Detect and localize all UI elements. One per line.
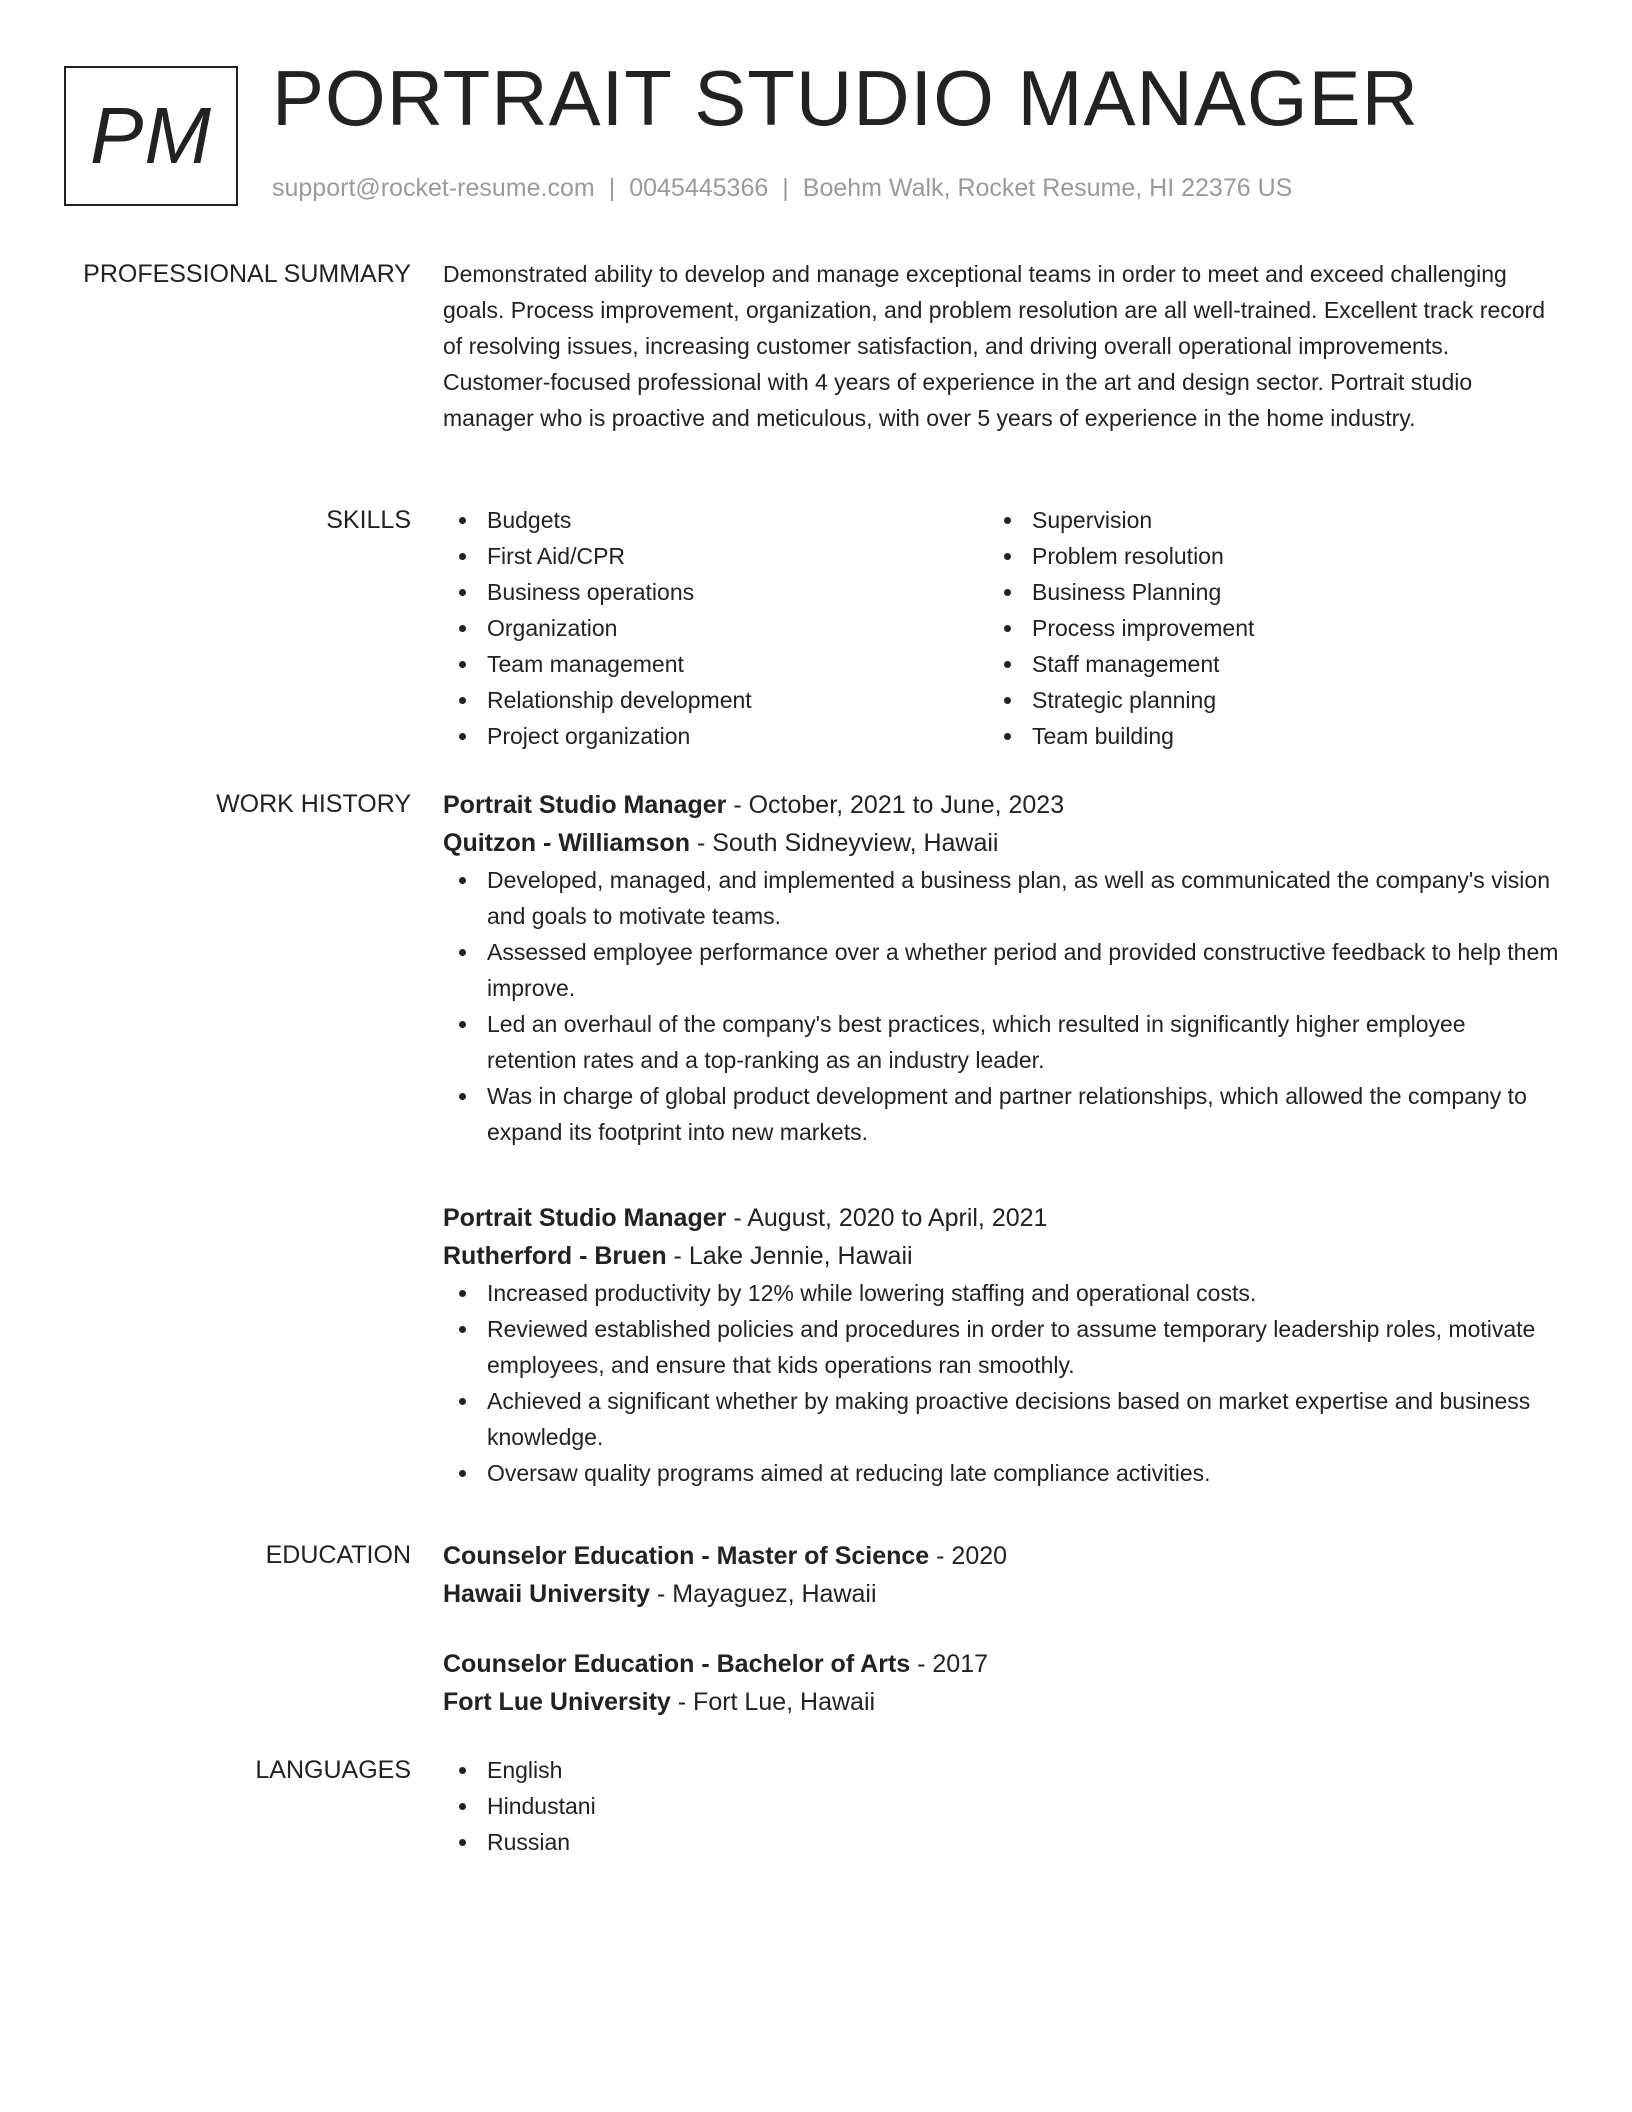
language-item: Hindustani bbox=[443, 1788, 1561, 1824]
monogram-box bbox=[64, 66, 238, 206]
skill-item: Business Planning bbox=[988, 574, 1533, 610]
monogram-initials: PM bbox=[90, 91, 212, 180]
skill-item: Project organization bbox=[443, 718, 988, 754]
languages-list bbox=[443, 1752, 1561, 1860]
job-bullet bbox=[443, 1275, 1561, 1311]
job-bullet bbox=[443, 1078, 1561, 1150]
skill-item: Supervision bbox=[988, 502, 1533, 538]
bullet-line: vision and goals to motivate teams. bbox=[487, 867, 1550, 929]
summary-line: experience in the home industry. bbox=[1084, 405, 1416, 431]
job-title: Portrait Studio Manager bbox=[443, 1204, 727, 1232]
job-title-line bbox=[443, 1199, 1561, 1237]
skills-body bbox=[443, 502, 1561, 754]
edu-location: - Fort Lue, Hawaii bbox=[670, 1688, 876, 1716]
contact-email: support@rocket-resume.com bbox=[272, 174, 595, 202]
section-heading: LANGUAGES bbox=[255, 1756, 411, 1784]
job-dates: - August, 2020 to April, 2021 bbox=[726, 1204, 1048, 1232]
skill-item: Team building bbox=[988, 718, 1533, 754]
education-entry bbox=[443, 1537, 1561, 1613]
job-company: Rutherford - Bruen bbox=[443, 1242, 667, 1270]
contact-phone: 0045445366 bbox=[629, 174, 769, 202]
job-entry bbox=[443, 786, 1561, 1150]
bullet-line: Achieved a significant whether by making proactive decisions based on market expertise and bbox=[487, 1388, 1434, 1414]
edu-degree: Counselor Education - Master of Science bbox=[443, 1542, 930, 1570]
bullet-line: Reviewed established policies and procedures in order to assume temporary leadership roles, bbox=[487, 1316, 1443, 1342]
bullet-line: business knowledge. bbox=[487, 1388, 1531, 1450]
job-bullets bbox=[443, 862, 1561, 1150]
skill-item: Process improvement bbox=[988, 610, 1533, 646]
summary-line: operational improvements. Customer-focused professional with 4 years of experience in the art and bbox=[443, 333, 1450, 395]
contact-address: Boehm Walk, Rocket Resume, HI 22376 US bbox=[802, 174, 1293, 202]
edu-school-line bbox=[443, 1575, 1561, 1613]
job-entry bbox=[443, 1199, 1561, 1491]
bullet-line: retention rates and a top-ranking as an industry leader. bbox=[487, 1047, 1045, 1073]
edu-school-line bbox=[443, 1683, 1561, 1721]
skill-item: First Aid/CPR bbox=[443, 538, 988, 574]
job-bullet bbox=[443, 862, 1561, 934]
skills-list-right bbox=[988, 502, 1533, 754]
job-bullet bbox=[443, 1311, 1561, 1383]
skill-item: Relationship development bbox=[443, 682, 988, 718]
job-company: Quitzon - Williamson bbox=[443, 829, 690, 857]
summary-body bbox=[443, 256, 1561, 436]
bullet-line: Increased productivity by 12% while lowering staffing and operational costs. bbox=[487, 1280, 1257, 1306]
job-location: - Lake Jennie, Hawaii bbox=[666, 1242, 913, 1270]
skill-item: Strategic planning bbox=[988, 682, 1533, 718]
edu-year: - 2017 bbox=[910, 1650, 989, 1678]
summary-line: design sector. Portrait studio manager who is proactive and meticulous, with over 5 years of bbox=[443, 369, 1473, 431]
job-dates: - October, 2021 to June, 2023 bbox=[726, 791, 1065, 819]
section-heading: WORK HISTORY bbox=[216, 790, 411, 818]
section-heading: PROFESSIONAL SUMMARY bbox=[83, 260, 411, 288]
edu-school: Hawaii University bbox=[443, 1580, 651, 1608]
bullet-line: Developed, managed, and implemented a business plan, as well as communicated the company's bbox=[487, 867, 1485, 893]
skill-item: Organization bbox=[443, 610, 988, 646]
job-title: Portrait Studio Manager bbox=[443, 791, 727, 819]
edu-degree-line bbox=[443, 1645, 1561, 1683]
job-bullet bbox=[443, 1455, 1561, 1491]
bullet-line: company to expand its footprint into new markets. bbox=[487, 1083, 1527, 1145]
language-item: English bbox=[443, 1752, 1561, 1788]
edu-degree-line bbox=[443, 1537, 1561, 1575]
edu-degree: Counselor Education - Bachelor of Arts bbox=[443, 1650, 911, 1678]
bullet-line: motivate employees, and ensure that kids operations ran smoothly. bbox=[487, 1316, 1536, 1378]
job-company-line bbox=[443, 1237, 1561, 1275]
job-bullet bbox=[443, 934, 1561, 1006]
skill-item: Staff management bbox=[988, 646, 1533, 682]
skill-item: Budgets bbox=[443, 502, 988, 538]
languages-body bbox=[443, 1752, 1561, 1860]
bullet-line: Was in charge of global product development and partner relationships, which allowed the bbox=[487, 1083, 1402, 1109]
skill-item: Business operations bbox=[443, 574, 988, 610]
summary-line: Excellent track record of resolving issues, increasing customer satisfaction, and driving overall bbox=[443, 297, 1545, 359]
summary-text bbox=[443, 256, 1561, 436]
job-title-line bbox=[443, 786, 1561, 824]
edu-location: - Mayaguez, Hawaii bbox=[650, 1580, 877, 1608]
candidate-name: PORTRAIT STUDIO MANAGER bbox=[272, 54, 1419, 142]
bullet-line: help them improve. bbox=[487, 939, 1559, 1001]
bullet-line: Oversaw quality programs aimed at reducing late compliance activities. bbox=[487, 1460, 1211, 1486]
contact-separator: | bbox=[608, 174, 616, 202]
contact-line bbox=[272, 172, 1292, 205]
section-heading: EDUCATION bbox=[265, 1541, 411, 1569]
summary-line: challenging goals. Process improvement, organization, and problem resolution are all well-trained. bbox=[443, 261, 1507, 323]
bullet-line: Led an overhaul of the company's best practices, which resulted in significantly higher employee bbox=[487, 1011, 1466, 1037]
skills-list-left bbox=[443, 502, 988, 754]
job-company-line bbox=[443, 824, 1561, 862]
edu-year: - 2020 bbox=[929, 1542, 1008, 1570]
education-entry bbox=[443, 1645, 1561, 1721]
language-item: Russian bbox=[443, 1824, 1561, 1860]
job-bullets bbox=[443, 1275, 1561, 1491]
job-location: - South Sidneyview, Hawaii bbox=[690, 829, 999, 857]
contact-separator: | bbox=[782, 174, 789, 202]
summary-line: Demonstrated ability to develop and manage exceptional teams in order to meet and exceed bbox=[443, 261, 1385, 287]
edu-school: Fort Lue University bbox=[443, 1688, 671, 1716]
job-bullet bbox=[443, 1006, 1561, 1078]
skill-item: Problem resolution bbox=[988, 538, 1533, 574]
section-heading: SKILLS bbox=[326, 506, 411, 534]
bullet-line: Assessed employee performance over a whether period and provided constructive feedback to bbox=[487, 939, 1451, 965]
job-bullet bbox=[443, 1383, 1561, 1455]
skill-item: Team management bbox=[443, 646, 988, 682]
